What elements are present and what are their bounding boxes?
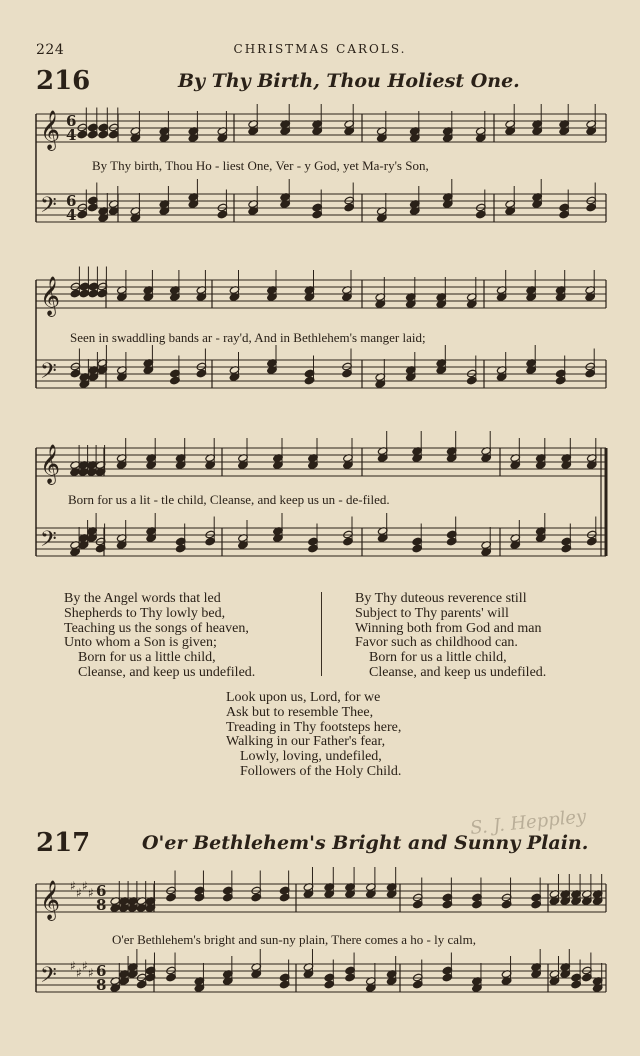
hymn-216-lyrics-line-2: Seen in swaddling bands ar - ray'd, And in Bethlehem's manger laid; — [70, 330, 426, 345]
verse-line: Treading in Thy footsteps here, — [226, 719, 402, 735]
svg-text:♯: ♯ — [76, 886, 82, 900]
running-title: CHRISTMAS CAROLS. — [233, 42, 407, 56]
svg-text:6: 6 — [66, 192, 77, 210]
svg-text:𝄞: 𝄞 — [40, 880, 61, 920]
svg-text:♯: ♯ — [88, 886, 94, 900]
svg-text:6: 6 — [96, 962, 107, 980]
verse-line: Lowly, loving, undefiled, — [240, 749, 382, 765]
hymn-216-verse-2 — [64, 592, 255, 681]
verse-line: Shepherds to Thy lowly bed, — [64, 605, 226, 621]
verse-line: Born for us a little child, — [369, 650, 507, 666]
verse-line: Unto whom a Son is given; — [64, 635, 217, 651]
svg-text:♯: ♯ — [88, 966, 94, 980]
svg-text:8: 8 — [96, 896, 107, 914]
svg-text:𝄢: 𝄢 — [40, 193, 57, 223]
svg-text:♯: ♯ — [82, 879, 88, 893]
hymn-217-number: 217 — [36, 828, 91, 858]
hymn-217-title: O'er Bethlehem's Bright and Sunny Plain. — [142, 832, 589, 854]
verse-line: By the Angel words that led — [64, 591, 221, 606]
hymn-216-verse-4 — [226, 691, 401, 780]
hymn-216-verse-3 — [355, 592, 546, 681]
hymn-216-number: 216 — [36, 66, 91, 96]
hymn-216-lyrics-line-3: Born for us a lit - tle child, Cleanse, and keep us un - de-filed. — [68, 492, 390, 507]
svg-text:8: 8 — [96, 976, 107, 994]
page-number: 224 — [36, 42, 65, 58]
svg-text:6: 6 — [96, 882, 107, 900]
svg-text:6: 6 — [66, 112, 77, 130]
svg-text:4: 4 — [66, 126, 77, 144]
verse-line: By Thy duteous reverence still — [355, 591, 527, 606]
verse-line: Look upon us, Lord, for we — [226, 690, 381, 705]
svg-text:𝄢: 𝄢 — [40, 359, 57, 389]
hymn-217-lyrics-line-1: O'er Bethlehem's bright and sun-ny plain, There comes a ho - ly calm, — [112, 932, 477, 947]
verse-line: Walking in our Father's fear, — [226, 734, 386, 750]
verse-divider — [321, 592, 322, 676]
svg-text:♯: ♯ — [82, 959, 88, 973]
svg-text:𝄢: 𝄢 — [40, 963, 57, 993]
svg-text:♯: ♯ — [70, 879, 76, 893]
svg-text:𝄢: 𝄢 — [40, 527, 57, 557]
verse-line: Cleanse, and keep us undefiled. — [78, 664, 256, 680]
verse-line: Favor such as childhood can. — [355, 635, 518, 651]
verse-line: Ask but to resemble Thee, — [226, 704, 374, 720]
verse-line: Cleanse, and keep us undefiled. — [369, 664, 547, 680]
hymn-216-lyrics-line-1: By Thy birth, Thou Ho - liest One, Ver - y God, yet Ma-ry's Son, — [92, 158, 429, 173]
svg-text:4: 4 — [66, 206, 77, 224]
verse-line: Teaching us the songs of heaven, — [64, 620, 249, 636]
verse-line: Subject to Thy parents' will — [355, 605, 509, 621]
svg-text:𝄞: 𝄞 — [40, 110, 61, 150]
handwritten-signature: S. J. Heppley — [469, 805, 588, 840]
svg-text:𝄞: 𝄞 — [40, 276, 61, 316]
svg-text:♯: ♯ — [70, 959, 76, 973]
svg-text:𝄞: 𝄞 — [40, 444, 61, 484]
hymn-216-title: By Thy Birth, Thou Holiest One. — [178, 70, 520, 92]
verse-line: Followers of the Holy Child. — [240, 763, 402, 779]
svg-text:♯: ♯ — [76, 966, 82, 980]
verse-line: Born for us a little child, — [78, 650, 216, 666]
verse-line: Winning both from God and man — [355, 620, 542, 636]
